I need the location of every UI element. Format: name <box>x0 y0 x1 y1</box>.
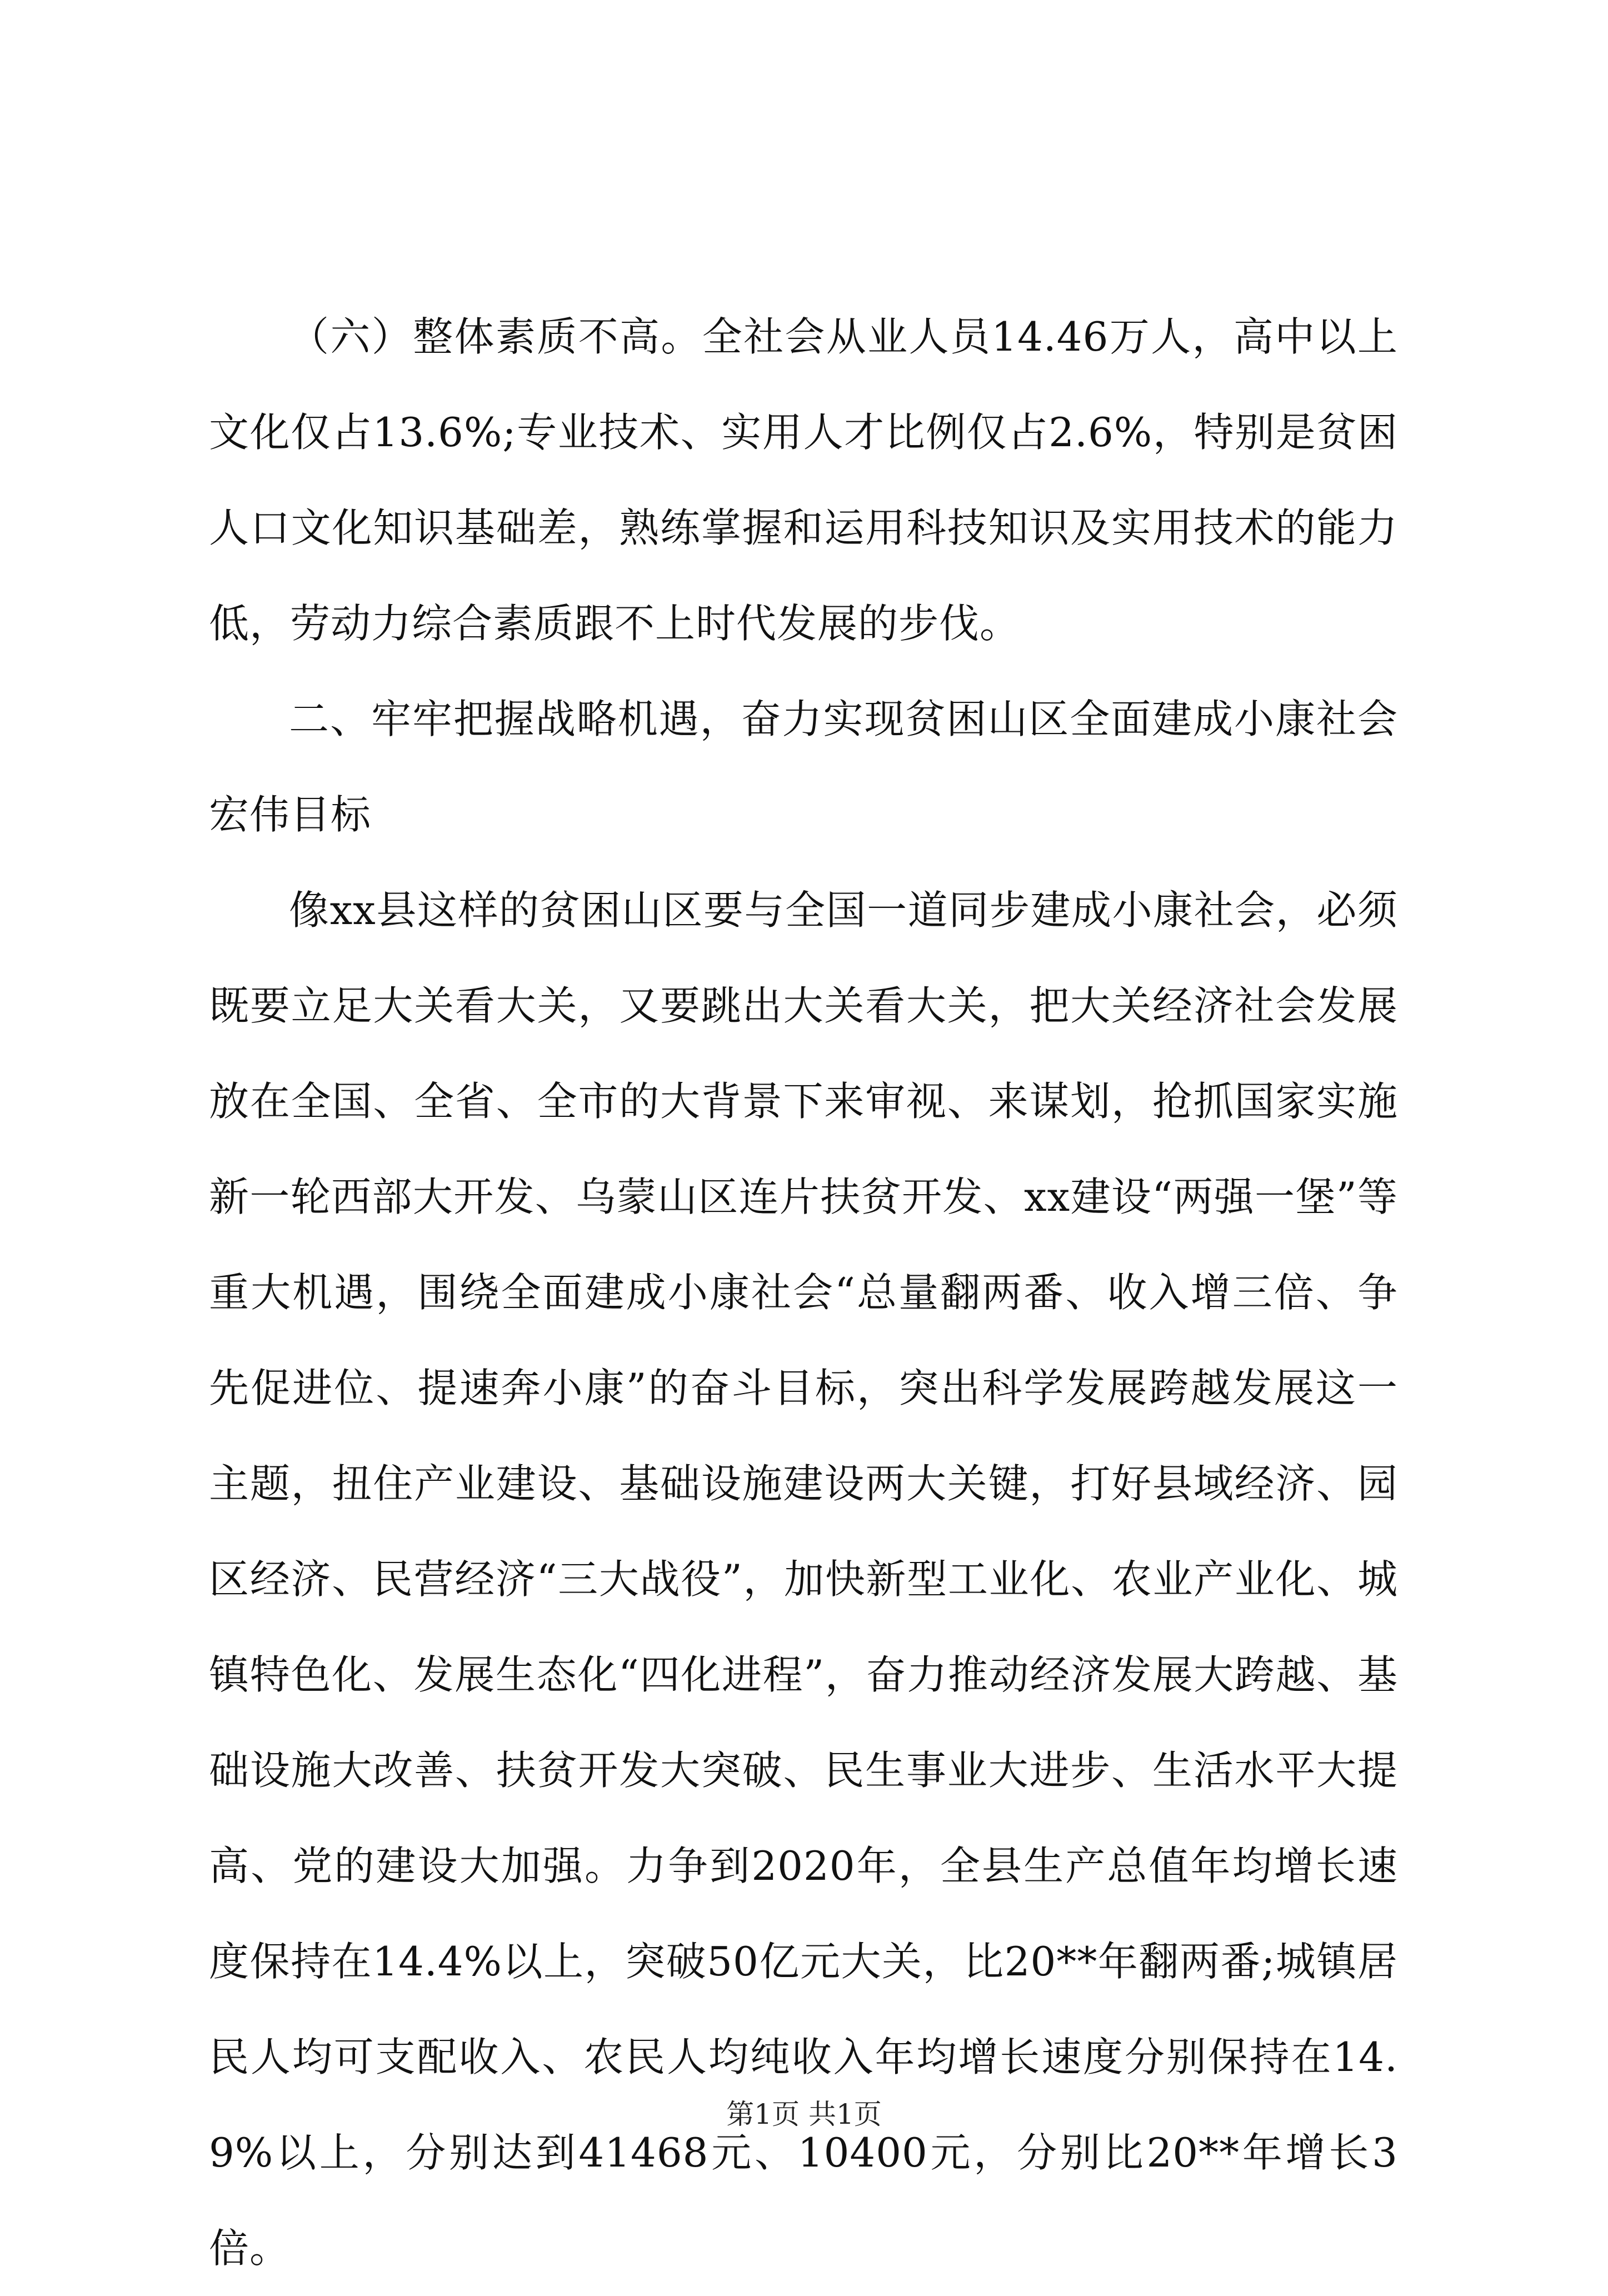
page-footer: 第1页 共1页 <box>726 2098 882 2130</box>
section-heading-strategic-opportunity: 二、牢牢把握战略机遇，奋力实现贫困山区全面建成小康社会宏伟目标 <box>209 696 1398 838</box>
document-body <box>209 289 1398 2296</box>
paragraph-development-goals: 像xx县这样的贫困山区要与全国一道同步建成小康社会，必须既要立足大关看大关，又要跳出大关看大关，把大关经济社会发展放在全国、全省、全市的大背景下来审视、来谋划，抢抓国家实施新一轮西部大开发、乌蒙山区连片扶贫开发、xx建设“两强一堡”等重大机遇，围绕全面建成小康社会“总量翻两番、收入增三倍、争先促进位、提速奔小康”的奋斗目标，突出科学发展跨越发展这一主题，扭住产业建设、基础设施建设两大关键，打好县域经济、园区经济、民营经济“三大战役”，加快新型工业化、农业产业化、城镇特色化、发展生态化“四化进程”，奋力推动经济发展大跨越、基础设施大改善、扶贫开发大突破、民生事业大进步、生活水平大提高、党的建设大加强。力争到2020年，全县生产总值年均增长速度保持在14.4%以上，突破50亿元大关，比20**年翻两番;城镇居民人均可支配收入、农民人均纯收入年均增长速度分别保持在14.9%以上，分别达到41468元、10400元，分别比20**年增长3倍。 <box>209 887 1398 2272</box>
paragraph-overall-quality: （六）整体素质不高。全社会从业人员14.46万人，高中以上文化仅占13.6%;专业技术、实用人才比例仅占2.6%，特别是贫困人口文化知识基础差，熟练掌握和运用科技知识及实用技术的能力低，劳动力综合素质跟不上时代发展的步伐。 <box>209 313 1398 647</box>
